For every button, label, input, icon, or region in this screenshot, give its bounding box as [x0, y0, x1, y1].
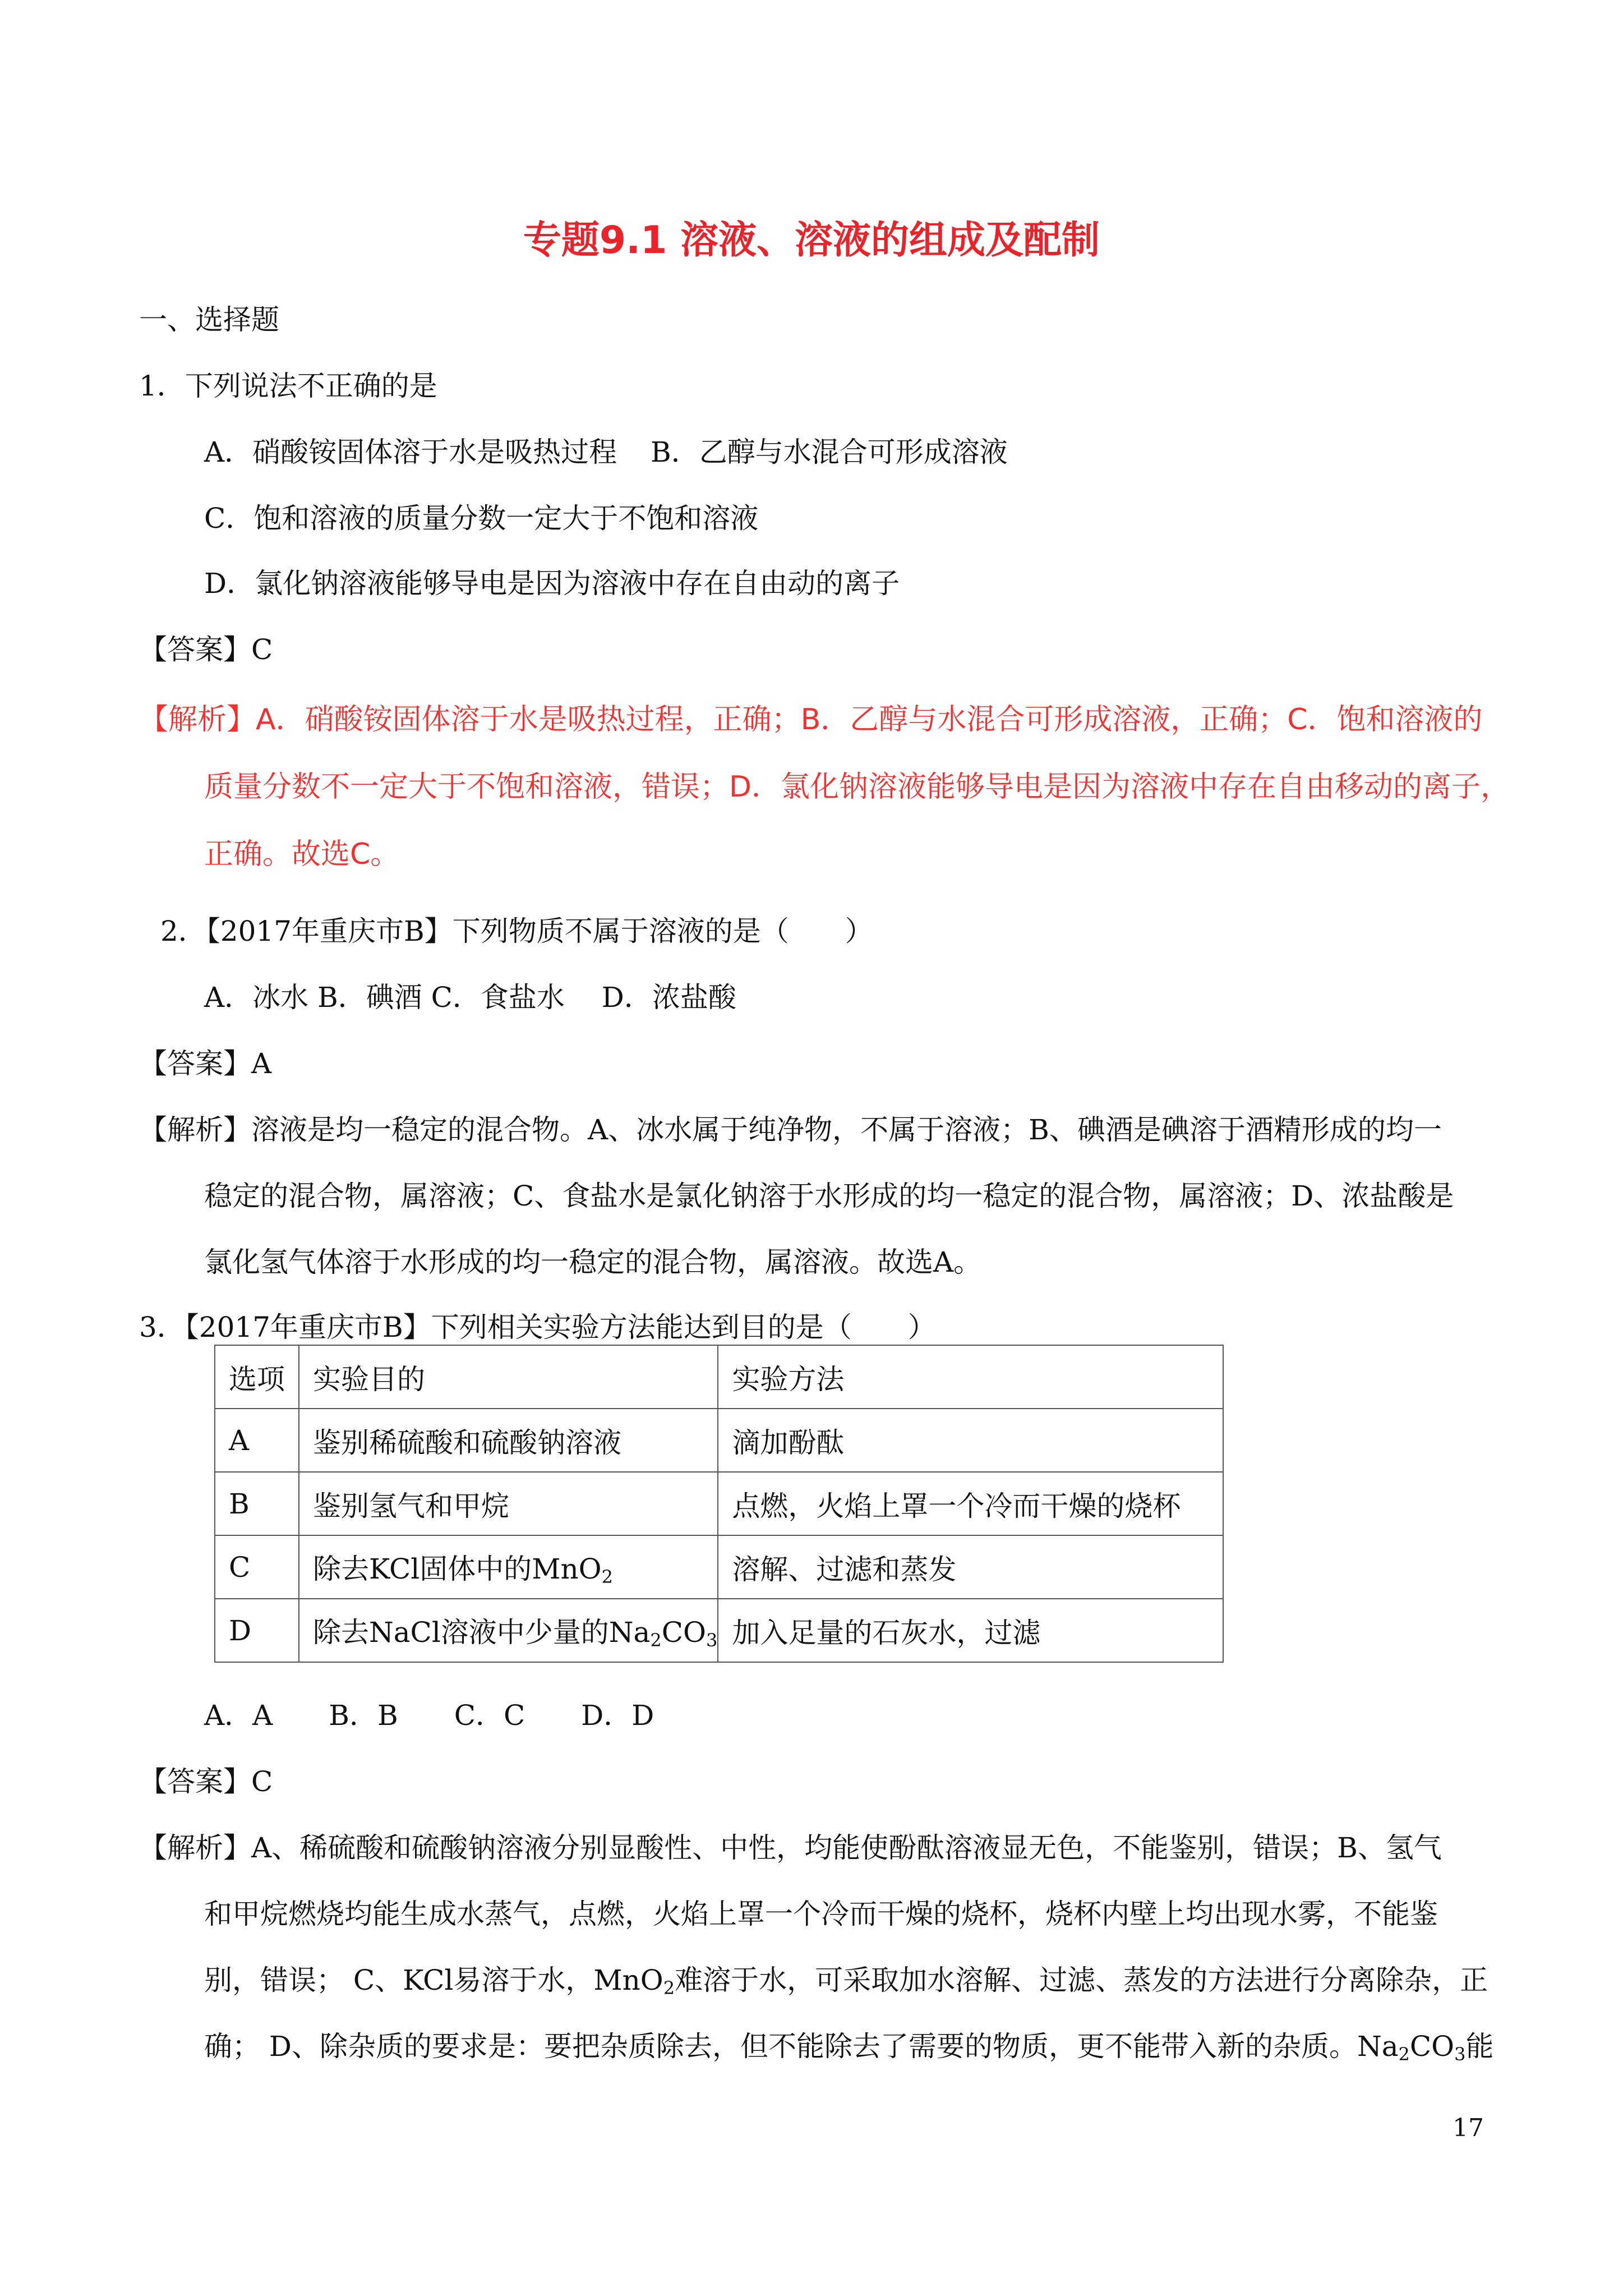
q2-analysis-line3: 氯化氢气体溶于水形成的均一稳定的混合物，属溶液。故选A。: [204, 1246, 982, 1278]
table-cell-method: 溶解、过滤和蒸发: [718, 1535, 1223, 1599]
q3-analysis-line3: 别，错误； C、KCl易溶于水，MnO$_2$难溶于水，可采取加水溶解、过滤、蒸发的方法进行分离除杂，正: [204, 1964, 1488, 1999]
page-title: 专题9.1 溶液、溶液的组成及配制: [523, 218, 1100, 263]
table-header-cell: 选项: [215, 1345, 299, 1409]
q2-analysis-line1: 【解析】溶液是均一稳定的混合物。A、冰水属于纯净物，不属于溶液；B、碘酒是碘溶于酒精形成的均一: [139, 1114, 1442, 1146]
table-cell-option: B: [215, 1472, 299, 1535]
table-header-cell: 实验目的: [299, 1345, 718, 1409]
table-cell-purpose: 鉴别氢气和甲烷: [299, 1472, 718, 1535]
q3-analysis-line4: 确； D、除杂质的要求是：要把杂质除去，但不能除去了需要的物质，更不能带入新的杂质。$Na_2CO_3$能: [204, 2030, 1494, 2065]
table-cell-purpose: 除去KCl固体中的MnO$_2$: [299, 1535, 718, 1599]
q1-analysis-line1: 【解析】A．硝酸铵固体溶于水是吸热过程，正确；B．乙醇与水混合可形成溶液，正确；C．饱和溶液的: [139, 703, 1483, 737]
q1-stem: 1．下列说法不正确的是: [139, 370, 437, 402]
q2-analysis-line2: 稳定的混合物，属溶液；C、食盐水是氯化钠溶于水形成的均一稳定的混合物，属溶液；D、浓盐酸是: [204, 1180, 1454, 1212]
table-cell-option: D: [215, 1599, 299, 1662]
q3-analysis-line2: 和甲烷燃烧均能生成水蒸气，点燃，火焰上罩一个冷而干燥的烧杯，烧杯内壁上均出现水雾，不能鉴: [204, 1898, 1438, 1930]
table-cell-option: A: [215, 1409, 299, 1472]
table-cell-method: 点燃，火焰上罩一个冷而干燥的烧杯: [718, 1472, 1223, 1535]
table-cell-purpose: 鉴别稀硫酸和硫酸钠溶液: [299, 1409, 718, 1472]
q2-answer: 【答案】A: [139, 1047, 272, 1080]
q3-stem: 3．【2017年重庆市B】下列相关实验方法能达到目的是（ ）: [139, 1311, 936, 1343]
page-number: 17: [1453, 2114, 1484, 2142]
table-row: [215, 1409, 1223, 1472]
q3-answer: 【答案】C: [139, 1765, 273, 1798]
table-cell-purpose: 除去NaCl溶液中少量的$Na_2CO_3$: [299, 1599, 718, 1662]
table-cell-method: 滴加酚酞: [718, 1409, 1223, 1472]
q1-option-b: B．乙醇与水混合可形成溶液: [651, 436, 1008, 468]
q1-analysis-line3: 正确。故选C。: [204, 838, 400, 871]
q3-options: A．A B．B C．C D．D: [204, 1699, 654, 1732]
table-header-cell: 实验方法: [718, 1345, 1223, 1409]
section-heading: 一、选择题: [139, 303, 279, 336]
table-header-row: [215, 1345, 1223, 1409]
q1-analysis-line2: 质量分数不一定大于不饱和溶液，错误；D．氯化钠溶液能够导电是因为溶液中存在自由移动的离子，: [204, 770, 1510, 804]
q1-answer: 【答案】C: [139, 633, 273, 666]
table-cell-option: C: [215, 1535, 299, 1599]
q3-table: [214, 1345, 1224, 1663]
q2-stem: 2．【2017年重庆市B】下列物质不属于溶液的是（ ）: [160, 915, 873, 947]
q3-analysis-line1: 【解析】A、稀硫酸和硫酸钠溶液分别显酸性、中性，均能使酚酞溶液显无色，不能鉴别，错误；B、氢气: [139, 1832, 1442, 1864]
table-row: [215, 1472, 1223, 1535]
q2-options: A．冰水 B．碘酒 C．食盐水 D．浓盐酸: [204, 981, 736, 1014]
q1-option-a: A．硝酸铵固体溶于水是吸热过程: [204, 436, 617, 468]
table-cell-method: 加入足量的石灰水，过滤: [718, 1599, 1223, 1662]
table-row: [215, 1535, 1223, 1599]
q1-option-c: C．饱和溶液的质量分数一定大于不饱和溶液: [204, 502, 759, 535]
q1-option-d: D．氯化钠溶液能够导电是因为溶液中存在自由动的离子: [204, 567, 900, 600]
table-row: [215, 1599, 1223, 1662]
